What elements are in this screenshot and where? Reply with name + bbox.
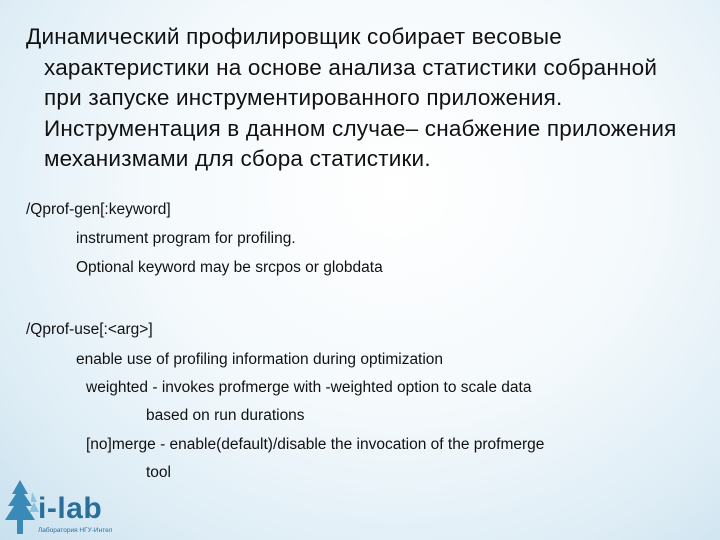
prof-gen-keyword-note: Optional keyword may be srcpos or globdata <box>76 259 383 276</box>
logo-subtitle: Лаборатория НГУ-Интел <box>38 527 113 534</box>
prof-gen-description: instrument program for profiling. <box>76 230 296 247</box>
merge-arg-line2: tool <box>146 464 171 481</box>
prof-gen-option: /Qprof-gen[:keyword] <box>26 201 171 218</box>
prof-use-option: /Qprof-use[:<arg>] <box>26 321 153 338</box>
weighted-arg-line1: weighted - invokes profmerge with -weighted option to scale data <box>86 379 532 396</box>
prof-use-description: enable use of profiling information during optimization <box>76 351 444 368</box>
weighted-arg-line2: based on run durations <box>146 407 305 424</box>
merge-arg-line1: [no]merge - enable(default)/disable the invocation of the profmerge <box>86 436 545 453</box>
logo-wordmark: i-lab <box>38 492 103 525</box>
slide-heading: Динамический профилировщик собирает весовые характеристики на основе анализа статистики собранной при запуске инструментированного приложения. Инструментация в данном случае– снабжение приложения механизмами для сбора статистики. <box>26 24 677 171</box>
